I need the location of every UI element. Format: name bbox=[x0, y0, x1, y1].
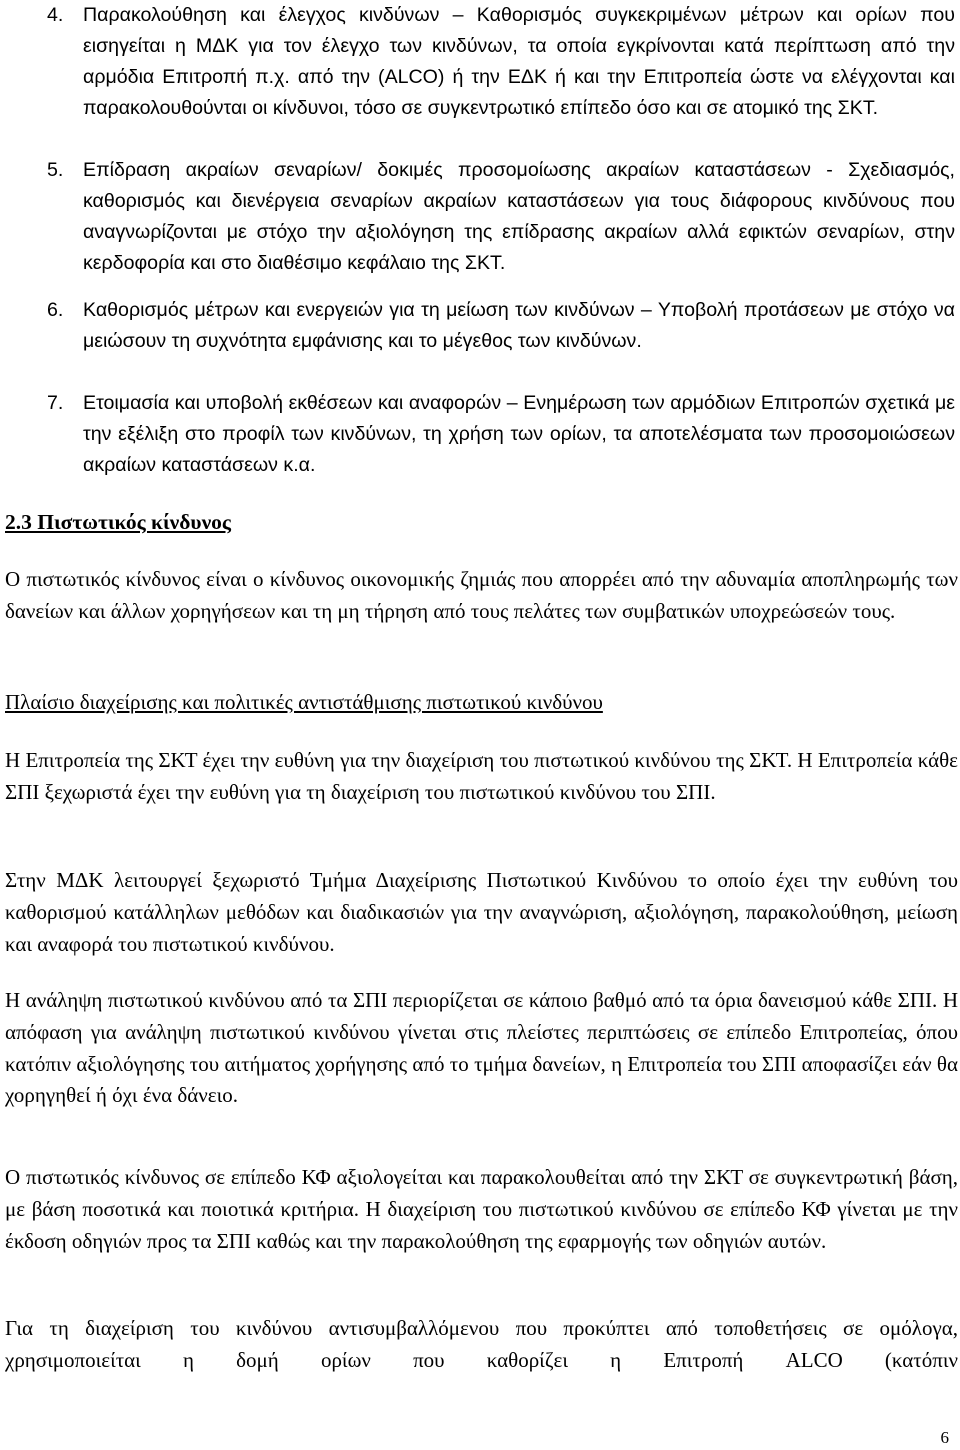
list-text: Επίδραση ακραίων σεναρίων/ δοκιμές προσομοίωσης ακραίων καταστάσεων - Σχεδιασμός, καθορισμός και διενέργεια σεναρίων ακραίων καταστάσεων για τους διάφορους κινδύνους που αναγνωρίζονται με στόχο την αξιολόγηση της επίδρασης ακραίων αλλά εφικτών σεναρίων, στην κερδοφορία και στο διαθέσιμο κεφάλαιο της ΣΚΤ. bbox=[83, 159, 955, 275]
list-text: Καθορισμός μέτρων και ενεργειών για τη μείωση των κινδύνων – Υποβολή προτάσεων με στόχο να μειώσουν τη συχνότητα εμφάνισης και το μέγεθος των κινδύνων. bbox=[83, 299, 955, 353]
list-text: Παρακολούθηση και έλεγχος κινδύνων – Καθορισμός συγκεκριμένων μέτρων και ορίων που εισηγείται η ΜΔΚ για τον έλεγχο των κινδύνων, τα οποία εγκρίνονται κατά περίπτωση από την αρμόδια Επιτροπή π.χ. από την (ALCO) ή την ΕΔΚ ή και την Επιτροπεία ώστε να ελέγχονται και παρακολουθούνται οι κίνδυνοι, τόσο σε συγκεντρωτικό επίπεδο όσο και σε ατομικό της ΣΚΤ. bbox=[83, 4, 955, 120]
list-number: 6. bbox=[47, 299, 64, 321]
list-item-6 bbox=[0, 295, 960, 357]
paragraph-group-level: Ο πιστωτικός κίνδυνος σε επίπεδο ΚΦ αξιολογείται και παρακολουθείται από την ΣΚΤ σε συγκεντρωτική βάση, με βάση ποσοτικά και ποιοτικά κριτήρια. Η διαχείριση του πιστωτικού κινδύνου σε επίπεδο ΚΦ γίνεται με την έκδοση οδηγιών προς τα ΣΠΙ καθώς και την παρακολούθηση της εφαρμογής των οδηγιών αυτών. bbox=[5, 1165, 958, 1253]
list-item-4 bbox=[0, 0, 960, 124]
paragraph-risk-department: Στην ΜΔΚ λειτουργεί ξεχωριστό Τμήμα Διαχείρισης Πιστωτικού Κινδύνου το οποίο έχει την ευθύνη του καθορισμού κατάλληλων μεθόδων και διαδικασιών για την αναγνώριση, αξιολόγηση, παρακολούθηση, μείωση και αναφορά του πιστωτικού κινδύνου. bbox=[5, 868, 958, 956]
subsection-heading: Πλαίσιο διαχείρισης και πολιτικές αντιστάθμισης πιστωτικού κινδύνου bbox=[5, 690, 603, 714]
list-number: 5. bbox=[47, 159, 64, 181]
list-item-5 bbox=[0, 155, 960, 279]
list-number: 4. bbox=[47, 4, 64, 26]
list-number: 7. bbox=[47, 392, 64, 414]
paragraph-definition: Ο πιστωτικός κίνδυνος είναι ο κίνδυνος οικονομικής ζημιάς που απορρέει από την αδυναμία αποπληρωμής των δανείων και άλλων χορηγήσεων και τη μη τήρηση από τους πελάτες των συμβατικών υποχρεώσεών τους. bbox=[5, 567, 958, 623]
page-number: 6 bbox=[940, 1428, 949, 1447]
paragraph-counterparty: Για τη διαχείριση του κινδύνου αντισυμβαλλόμενου που προκύπτει από τοποθετήσεις σε ομόλογα, χρησιμοποιείται η δομή ορίων που καθορίζει η Επιτροπή ALCO (κατόπιν bbox=[5, 1316, 958, 1372]
paragraph-lending-limits: Η ανάληψη πιστωτικού κινδύνου από τα ΣΠΙ περιορίζεται σε κάποιο βαθμό από τα όρια δανεισμού κάθε ΣΠΙ. Η απόφαση για ανάληψη πιστωτικού κινδύνου γίνεται στις πλείστες περιπτώσεις σε επίπεδο Επιτροπείας, όπου κατόπιν αξιολόγησης του αιτήματος χορήγησης από το τμήμα δανείων, η Επιτροπεία του ΣΠΙ αποφασίζει εάν θα χορηγηθεί ή όχι ένα δάνειο. bbox=[5, 988, 958, 1108]
paragraph-responsibility: Η Επιτροπεία της ΣΚΤ έχει την ευθύνη για την διαχείριση του πιστωτικού κινδύνου της ΣΚΤ. Η Επιτροπεία κάθε ΣΠΙ ξεχωριστά έχει την ευθύνη για τη διαχείριση του πιστωτικού κινδύνου του ΣΠΙ. bbox=[5, 748, 958, 804]
list-text: Ετοιμασία και υποβολή εκθέσεων και αναφορών – Ενημέρωση των αρμόδιων Επιτροπών σχετικά με την εξέλιξη στο προφίλ των κινδύνων, τη χρήση των ορίων, τα αποτελέσματα των προσομοιώσεων ακραίων καταστάσεων κ.α. bbox=[83, 392, 955, 477]
list-item-7 bbox=[0, 388, 960, 481]
section-title: 2.3 Πιστωτικός κίνδυνος bbox=[5, 510, 232, 534]
